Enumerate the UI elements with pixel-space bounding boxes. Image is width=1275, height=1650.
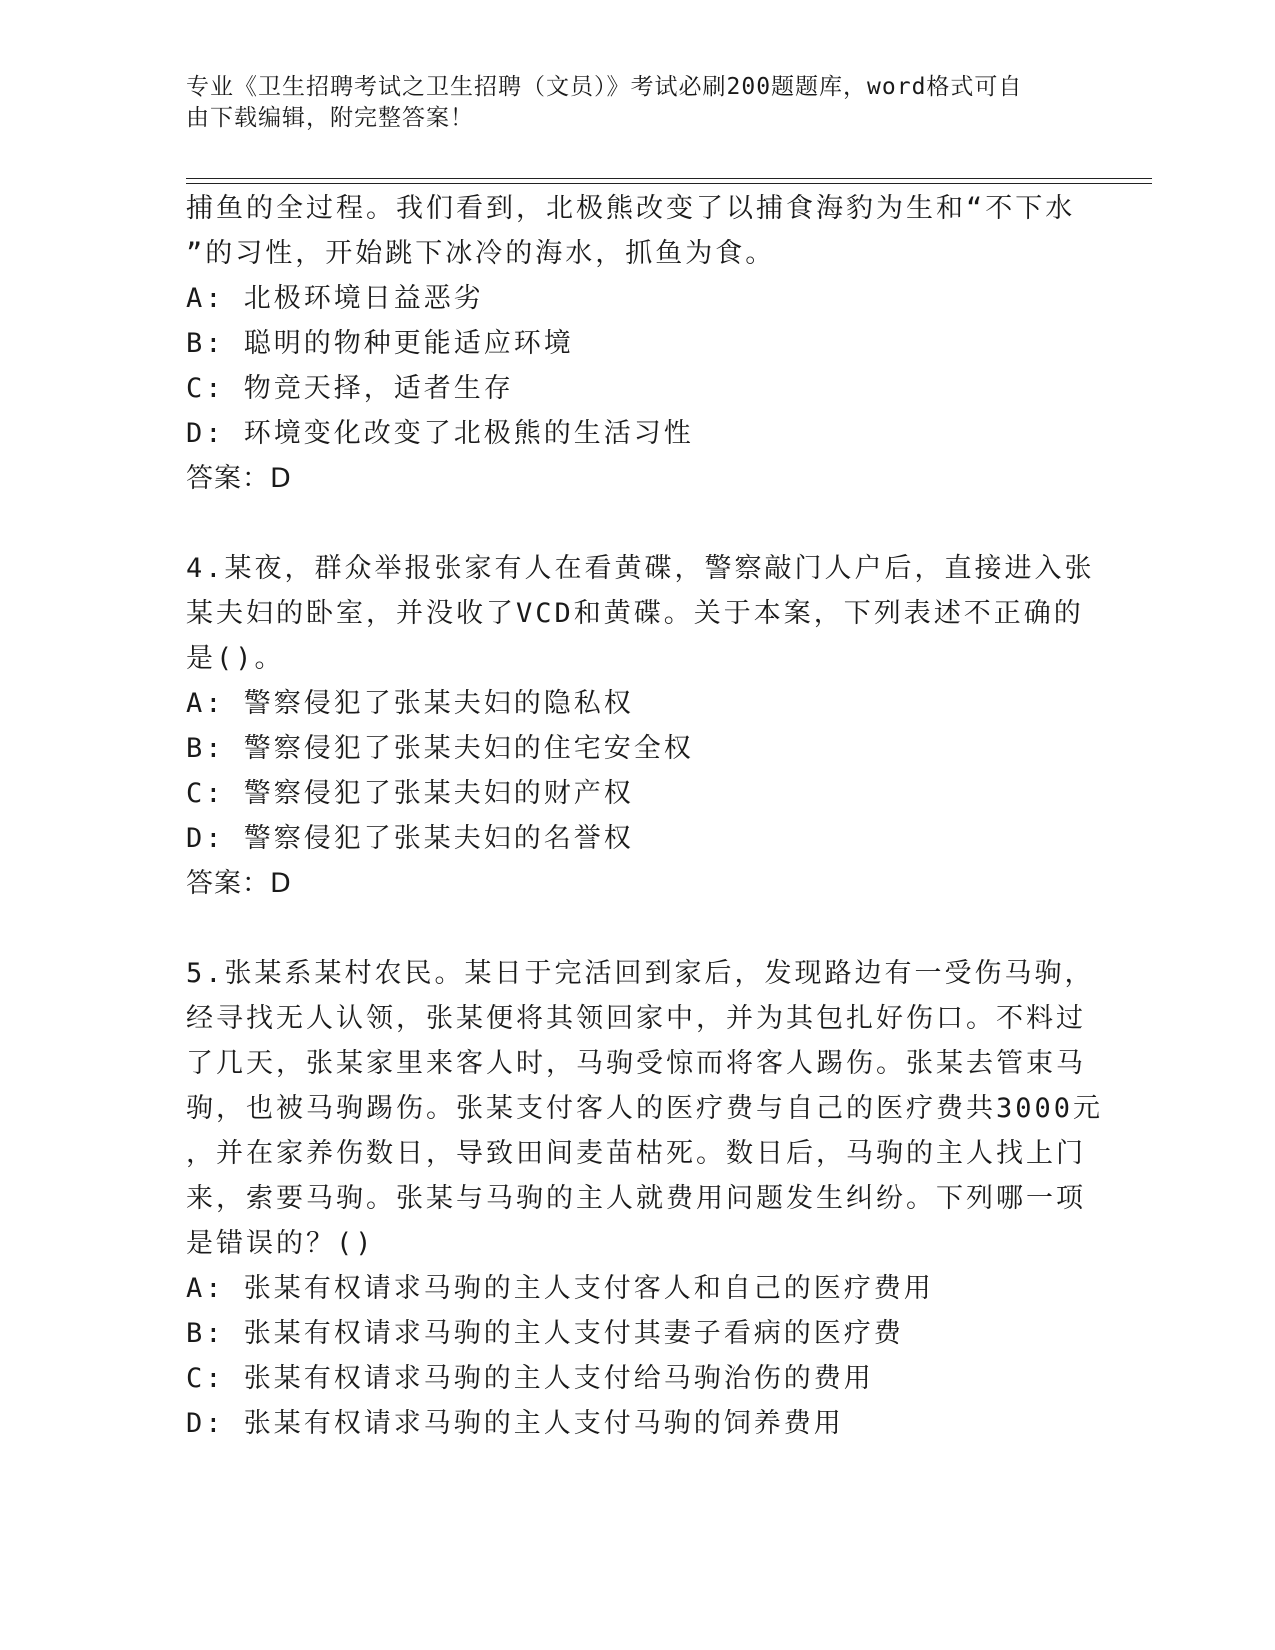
question-5 — [186, 951, 1104, 1446]
header-line-2: 由下载编辑，附完整答案！ — [186, 105, 474, 131]
spacer — [186, 501, 1081, 546]
header-line-1: 专业《卫生招聘考试之卫生招聘（文员）》考试必刷200题题库，word格式可自 — [186, 74, 1023, 100]
option-c: C: 物竞天择，适者生存 — [186, 373, 514, 404]
question-stem-line: 是错误的？() — [186, 1228, 375, 1259]
option-c: C: 张某有权请求马驹的主人支付给马驹治伤的费用 — [186, 1363, 874, 1394]
option-a: A: 北极环境日益恶劣 — [186, 283, 484, 314]
question-stem-line: 来，索要马驹。张某与马驹的主人就费用问题发生纠纷。下列哪一项 — [186, 1183, 1086, 1214]
document-body — [186, 186, 1104, 1446]
option-d: D: 张某有权请求马驹的主人支付马驹的饲养费用 — [186, 1408, 844, 1439]
header-divider-bottom — [186, 183, 1152, 184]
question-stem-line: 某夫妇的卧室，并没收了VCD和黄碟。关于本案，下列表述不正确的 — [186, 598, 1084, 629]
answer-label: 答案：D — [186, 463, 292, 494]
question-stem-line: 是()。 — [186, 643, 285, 674]
page-header — [186, 72, 1086, 134]
question-stem-line: 捕鱼的全过程。我们看到，北极熊改变了以捕食海豹为生和“不下水 — [186, 193, 1076, 224]
option-b: B: 警察侵犯了张某夫妇的住宅安全权 — [186, 733, 694, 764]
answer-label: 答案：D — [186, 868, 292, 899]
option-a: A: 警察侵犯了张某夫妇的隐私权 — [186, 688, 634, 719]
option-c: C: 警察侵犯了张某夫妇的财产权 — [186, 778, 634, 809]
question-stem-line: 驹，也被马驹踢伤。张某支付客人的医疗费与自己的医疗费共3000元 — [186, 1093, 1104, 1124]
question-stem-line: 5.张某系某村农民。某日于完活回到家后，发现路边有一受伤马驹， — [186, 958, 1095, 989]
header-divider-top — [186, 178, 1152, 179]
question-3 — [186, 186, 1081, 501]
option-b: B: 张某有权请求马驹的主人支付其妻子看病的医疗费 — [186, 1318, 904, 1349]
spacer — [186, 906, 1081, 951]
option-d: D: 警察侵犯了张某夫妇的名誉权 — [186, 823, 634, 854]
option-a: A: 张某有权请求马驹的主人支付客人和自己的医疗费用 — [186, 1273, 934, 1304]
question-stem-line: 了几天，张某家里来客人时，马驹受惊而将客人踢伤。张某去管束马 — [186, 1048, 1086, 1079]
question-stem-line: ”的习性，开始跳下冰冷的海水，抓鱼为食。 — [186, 238, 776, 269]
question-stem-line: 经寻找无人认领，张某便将其领回家中，并为其包扎好伤口。不料过 — [186, 1003, 1086, 1034]
question-stem-line: 4.某夜，群众举报张家有人在看黄碟，警察敲门人户后，直接进入张 — [186, 553, 1095, 584]
option-d: D: 环境变化改变了北极熊的生活习性 — [186, 418, 694, 449]
option-b: B: 聪明的物种更能适应环境 — [186, 328, 574, 359]
question-stem-line: ，并在家养伤数日，导致田间麦苗枯死。数日后，马驹的主人找上门 — [186, 1138, 1086, 1169]
question-4 — [186, 546, 1095, 906]
